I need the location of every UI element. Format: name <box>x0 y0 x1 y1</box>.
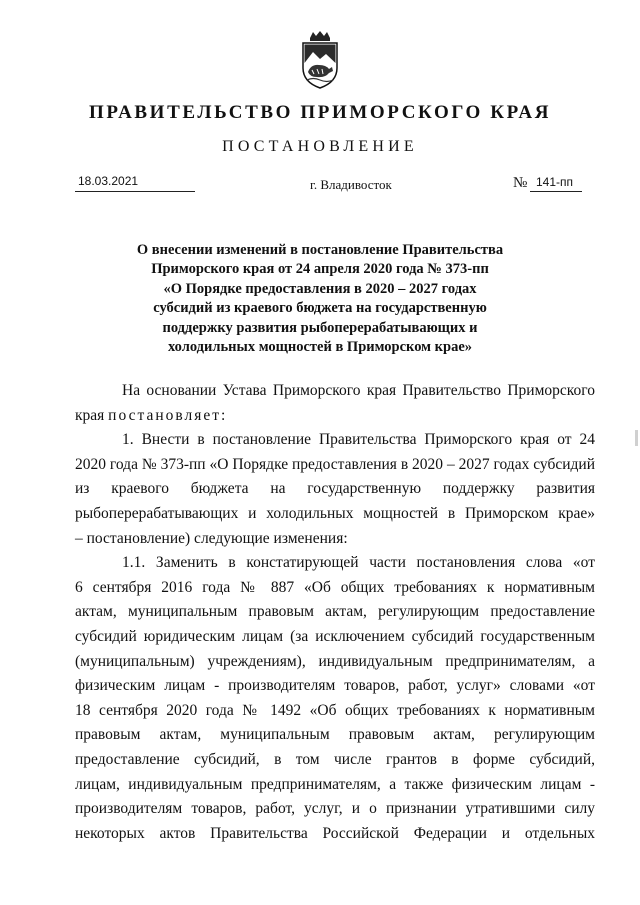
body-line: правовым актам, муниципальным правовым актам, регулирующим <box>75 726 595 744</box>
coat-of-arms-icon <box>295 30 345 90</box>
date-field <box>75 174 195 192</box>
body-line: физическим лицам - производителям товаров, работ, услуг» словами «от <box>75 677 595 695</box>
body-line: 18 сентября 2020 года № 1492 «Об общих требованиях к нормативным <box>75 701 595 719</box>
subject-line: Приморского края от 24 апреля 2020 года № 373-пп <box>151 261 489 278</box>
date-value: 18.03.2021 <box>78 174 139 188</box>
government-title: ПРАВИТЕЛЬСТВО ПРИМОРСКОГО КРАЯ <box>88 102 552 123</box>
subject-line: О внесении изменений в постановление Правительства <box>136 242 504 258</box>
resolution-verb: постановляет: <box>108 406 228 424</box>
number-sign: № <box>513 175 528 191</box>
body-line: 2020 года № 373-пп «О Порядке предоставления в 2020 – 2027 годах субсидий <box>75 455 595 473</box>
subject-line: поддержку развития рыбоперерабатывающих и <box>162 319 478 336</box>
body-line: 6 сентября 2016 года № 887 «Об общих требованиях к нормативным <box>75 578 595 596</box>
city: г. Владивосток <box>310 177 392 192</box>
subject-line: субсидий из краевого бюджета на государственную <box>153 300 487 317</box>
body-line: – постановление) следующие изменения: <box>75 529 348 547</box>
document-body <box>75 379 595 846</box>
scan-artifact <box>635 430 638 446</box>
number-field <box>530 177 582 192</box>
body-line: лицам, индивидуальным предпринимателям, а также физическим лицам - <box>75 775 595 793</box>
body-line: субсидий юридическим лицам (за исключением субсидий государственным <box>75 627 595 645</box>
body-line: из краевого бюджета на государственную поддержку развития <box>75 480 595 498</box>
document-type: ПОСТАНОВЛЕНИЕ <box>222 138 418 155</box>
body-text: края <box>75 406 109 424</box>
body-line: рыбоперерабатывающих и холодильных мощностей в Приморском крае» <box>75 504 595 522</box>
document-number: 141-пп <box>536 175 574 189</box>
document-subject <box>120 241 520 357</box>
body-line <box>75 404 595 429</box>
body-line: некоторых актов Правительства Российской Федерации и отдельных <box>75 824 595 842</box>
body-line: 1.1. Заменить в констатирующей части постановления слова «от <box>122 554 595 572</box>
subject-line: «О Порядке предоставления в 2020 – 2027 годах <box>163 280 477 297</box>
body-line: предоставление субсидий, в том числе грантов в форме субсидий, <box>75 750 595 768</box>
body-line: актам, муниципальным правовым актам, регулирующим предоставление <box>75 603 595 621</box>
body-line: На основании Устава Приморского края Правительство Приморского <box>122 382 595 399</box>
body-line: (муниципальным) учреждениям), индивидуальным предпринимателям, а <box>75 652 595 670</box>
subject-line: холодильных мощностей в Приморском крае» <box>167 339 473 356</box>
body-line: производителям товаров, работ, услуг, и о признании утратившими силу <box>75 800 595 818</box>
body-line: 1. Внести в постановление Правительства Приморского края от 24 <box>122 431 595 449</box>
